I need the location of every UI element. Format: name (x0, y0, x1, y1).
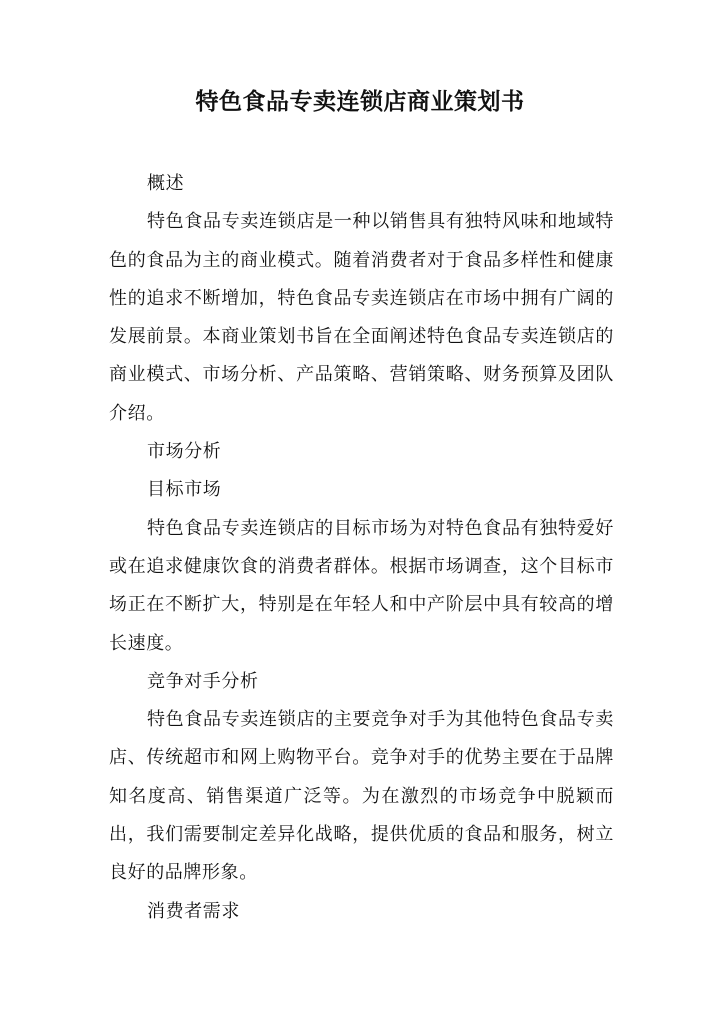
section-heading-target-market: 目标市场 (147, 479, 222, 501)
section-heading-overview: 概述 (147, 173, 185, 194)
section-heading-market-analysis: 市场分析 (147, 441, 222, 463)
section-heading-consumer-demand: 消费者需求 (147, 900, 240, 922)
paragraph-target-market: 特色食品专卖连锁店的目标市场为对特色食品有独特爱好或在追求健康饮食的消费者群体。根据市场调查，这个目标市场正在不断扩大，特别是在年轻人和中产阶层中具有较高的增长速度。 (109, 517, 614, 654)
section-heading-competitor-analysis: 竞争对手分析 (147, 670, 259, 692)
paragraph-competitor-analysis: 特色食品专卖连锁店的主要竞争对手为其他特色食品专卖店、传统超市和网上购物平台。竞争对手的优势主要在于品牌知名度高、销售渠道广泛等。为在激烈的市场竞争中脱颖而出，我们需要制定差异化战略，提供优质的食品和服务，树立良好的品牌形象。 (109, 709, 614, 884)
document-title: 特色食品专卖连锁店商业策划书 (195, 89, 525, 115)
document-body (109, 165, 614, 931)
paragraph-overview: 特色食品专卖连锁店是一种以销售具有独特风味和地域特色的食品为主的商业模式。随着消费者对于食品多样性和健康性的追求不断增加，特色食品专卖连锁店在市场中拥有广阔的发展前景。本商业策划书旨在全面阐述特色食品专卖连锁店的商业模式、市场分析、产品策略、营销策略、财务预算及团队介绍。 (109, 211, 614, 424)
